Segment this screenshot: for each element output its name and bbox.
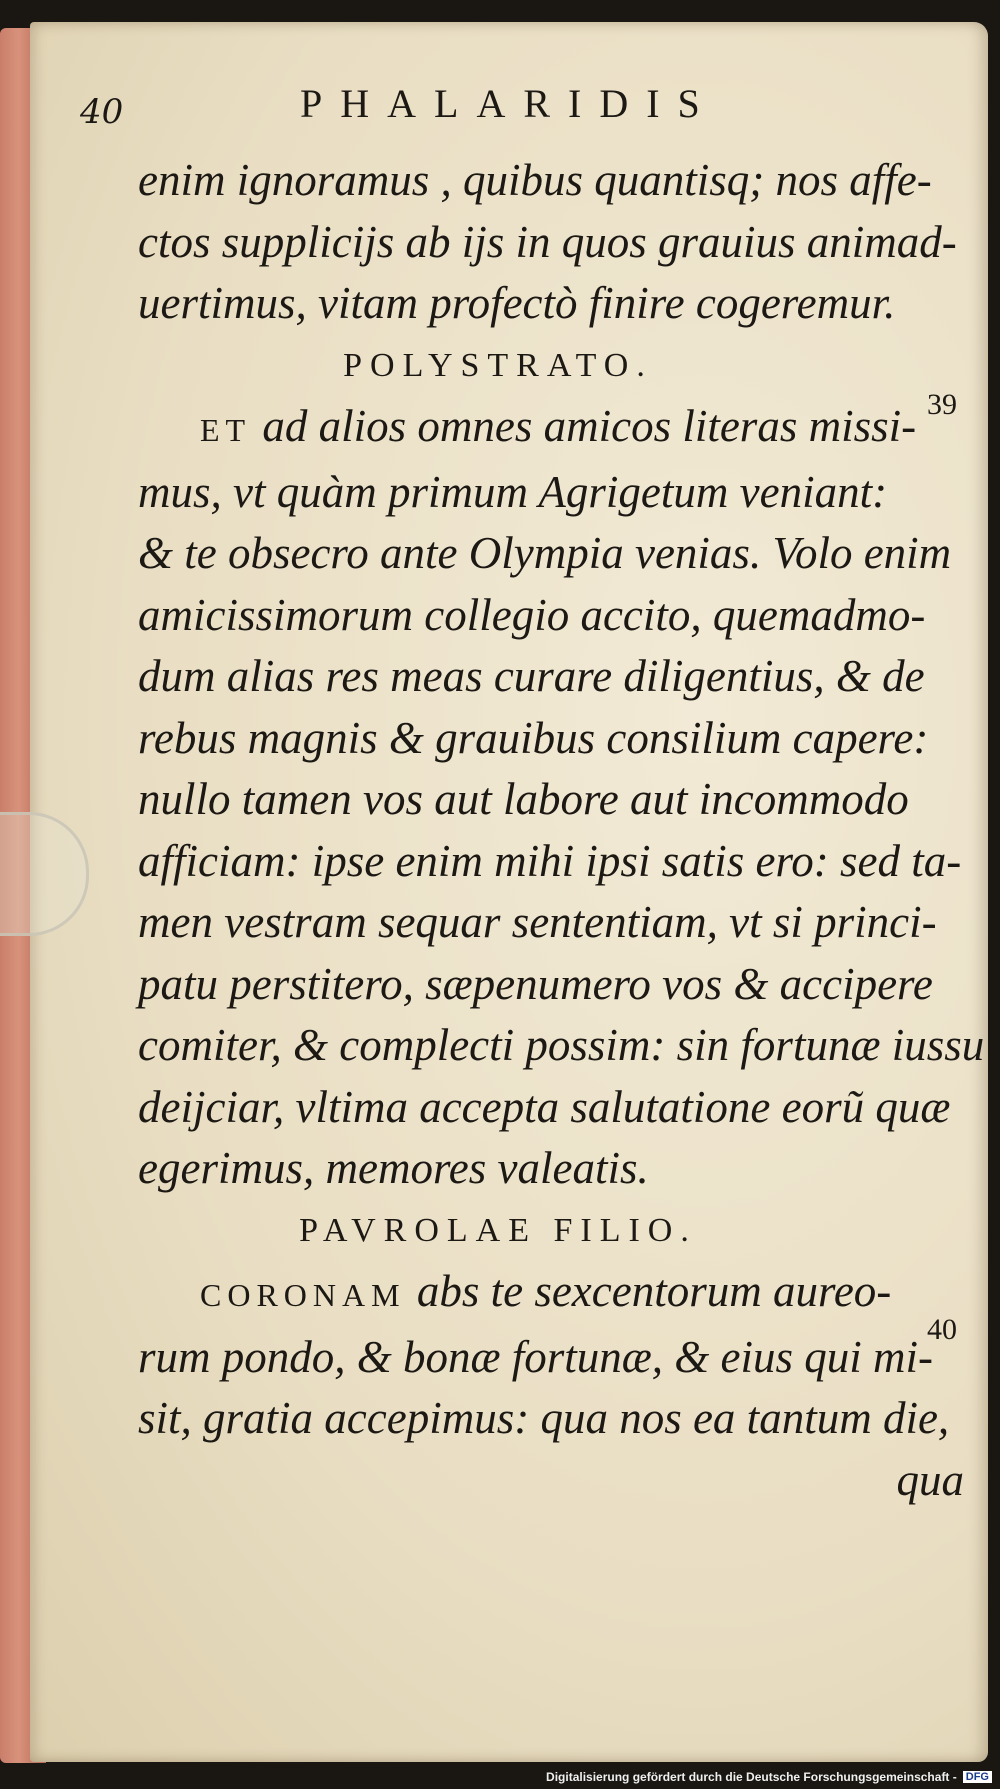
page-number: 40 bbox=[80, 92, 124, 132]
text-line: nullo tamen vos aut labore aut incommodo bbox=[138, 774, 909, 824]
marginal-number-40: 40 bbox=[927, 1313, 957, 1346]
initial-word: ET bbox=[200, 412, 252, 448]
text-line: ctos supplicijs ab ijs in quos grauius animad- bbox=[138, 216, 957, 267]
text-line: rebus magnis & grauibus consilium capere: bbox=[138, 712, 929, 763]
letter-heading-paurolae: PAVROLAE FILIO. bbox=[299, 1211, 697, 1249]
text-line: enim ignoramus , quibus quantisq; nos affe- bbox=[138, 155, 932, 205]
credit-text: Digitalisierung gefördert durch die Deutsche Forschungsgemeinschaft - bbox=[546, 1770, 957, 1784]
text-line: patu perstitero, sæpenumero vos & accipere bbox=[138, 958, 933, 1009]
body-text bbox=[138, 150, 985, 1511]
text-line: rum pondo, & bonæ fortunæ, & eius qui mi- bbox=[138, 1331, 934, 1382]
text-line: & te obsecro ante Olympia venias. Volo enim bbox=[138, 528, 952, 578]
text-line: egerimus, memores valeatis. bbox=[138, 1143, 649, 1193]
text-line: amicissimorum collegio accito, quemadmo- bbox=[138, 589, 926, 640]
running-head: PHALARIDIS bbox=[300, 81, 718, 126]
text-line-rest: ad alios omnes amicos literas missi- bbox=[262, 401, 917, 451]
text-line: men vestram sequar sententiam, vt si princi- bbox=[138, 897, 937, 947]
letter-heading-polystrato: POLYSTRATO. bbox=[343, 346, 653, 384]
marginal-number-39: 39 bbox=[927, 388, 957, 421]
text-line: dum alias res meas curare diligentius, & de bbox=[138, 651, 925, 701]
text-line: deijciar, vltima accepta salutatione eorũ quæ bbox=[138, 1081, 951, 1132]
text-line: mus, vt quàm primum Agrigetum veniant: bbox=[138, 466, 888, 517]
text-line-rest: abs te sexcentorum aureo- bbox=[416, 1266, 892, 1316]
text-line: uertimus, vitam profectò finire cogeremur. bbox=[138, 278, 896, 328]
digitization-credit bbox=[546, 1767, 992, 1787]
text-line: afficiam: ipse enim mihi ipsi satis ero: sed ta- bbox=[138, 835, 962, 886]
text-line: comiter, & complecti possim: sin fortunæ iussu bbox=[138, 1020, 985, 1070]
initial-word: CORONAM bbox=[200, 1277, 406, 1313]
dfg-logo: DFG bbox=[963, 1771, 992, 1783]
text-line: sit, gratia accepimus: qua nos ea tantum die, bbox=[138, 1393, 950, 1443]
text-line bbox=[138, 396, 968, 462]
text-line bbox=[138, 1261, 968, 1327]
catchword: qua bbox=[896, 1454, 964, 1505]
